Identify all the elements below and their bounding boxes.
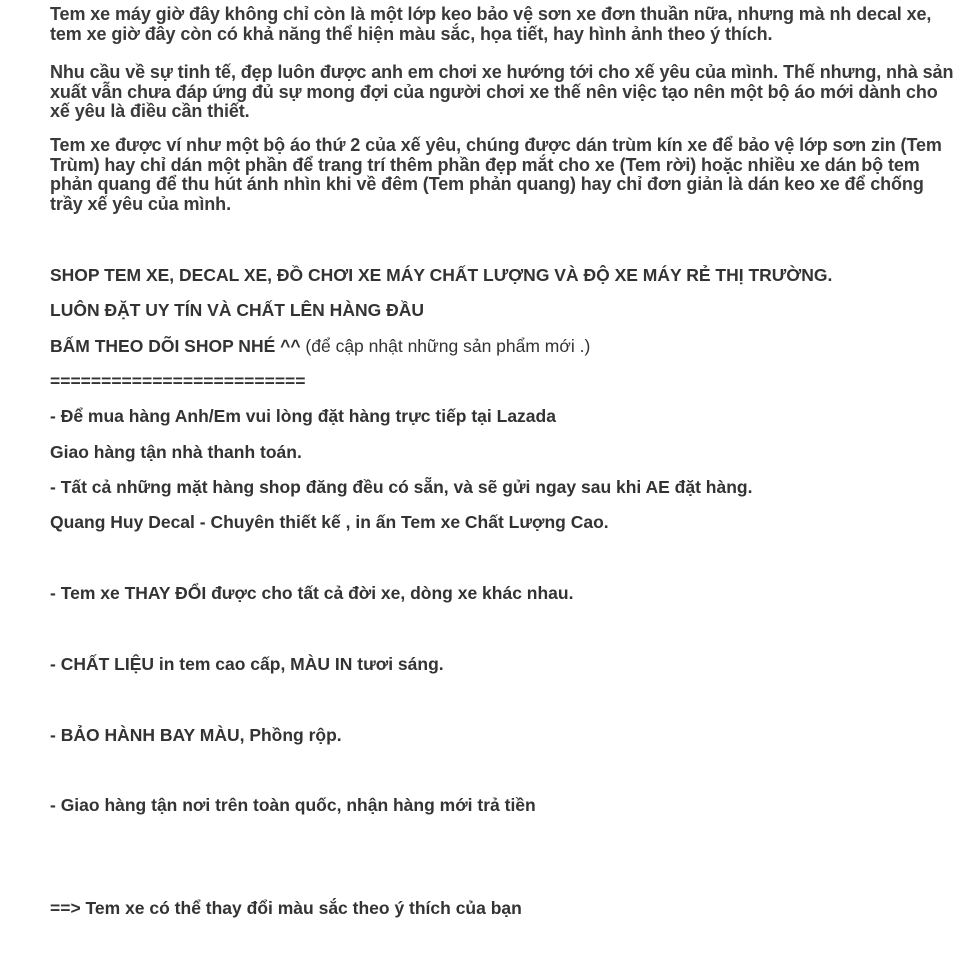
feature-item: - CHẤT LIỆU in tem cao cấp, MÀU IN tươi sáng. bbox=[50, 654, 444, 674]
shop-trust-line: LUÔN ĐẶT UY TÍN VÀ CHẤT LÊN HÀNG ĐẦU bbox=[50, 300, 424, 320]
divider-line: ========================= bbox=[50, 371, 306, 391]
feature-item: - Tem xe THAY ĐỔI được cho tất cả đời xe, dòng xe khác nhau. bbox=[50, 583, 574, 603]
follow-shop-note: (để cập nhật những sản phẩm mới .) bbox=[300, 336, 591, 356]
order-instruction: - Để mua hàng Anh/Em vui lòng đặt hàng trực tiếp tại Lazada bbox=[50, 406, 556, 426]
intro-paragraph: Tem xe được ví như một bộ áo thứ 2 của xế yêu, chúng được dán trùm kín xe để bảo vệ lớp sơn zin (Tem Trùm) hay chỉ dán một phần để trang trí thêm phần đẹp mắt cho xe (Tem rời) hoặc nhiều xe dán bộ tem phản quang để thu hút ánh nhìn khi về đêm (Tem phản quang) hay chỉ đơn giản là dán keo xe để chống trầy xế yêu của mình. bbox=[50, 135, 942, 214]
intro-paragraph: Nhu cầu về sự tinh tế, đẹp luôn được anh em chơi xe hướng tới cho xế yêu của mình. Thế nhưng, nhà sản xuất vẫn chưa đáp ứng đủ sự mong đợi của người chơi xe thế nên việc tạo nên một bộ áo mới dành cho xế yêu là điều cần thiết. bbox=[50, 62, 954, 121]
feature-item: - BẢO HÀNH BAY MÀU, Phồng rộp. bbox=[50, 725, 342, 745]
feature-item: - Giao hàng tận nơi trên toàn quốc, nhận hàng mới trả tiền bbox=[50, 795, 536, 815]
shop-headline: SHOP TEM XE, DECAL XE, ĐỒ CHƠI XE MÁY CHẤT LƯỢNG VÀ ĐỘ XE MÁY RẺ THỊ TRƯỜNG. bbox=[50, 265, 833, 285]
intro-paragraph: Tem xe máy giờ đây không chỉ còn là một lớp keo bảo vệ sơn xe đơn thuần nữa, nhưng mà nh decal xe, tem xe giờ đây còn có khả năng thể hiện màu sắc, họa tiết, hay hình ảnh theo ý thích. bbox=[50, 4, 932, 44]
follow-shop-line bbox=[50, 335, 590, 357]
stock-note: - Tất cả những mặt hàng shop đăng đều có sẵn, và sẽ gửi ngay sau khi AE đặt hàng. bbox=[50, 477, 753, 497]
follow-shop-text: BẤM THEO DÕI SHOP NHÉ ^^ bbox=[50, 336, 301, 356]
delivery-note: Giao hàng tận nhà thanh toán. bbox=[50, 442, 302, 462]
brand-line: Quang Huy Decal - Chuyên thiết kế , in ấn Tem xe Chất Lượng Cao. bbox=[50, 512, 609, 532]
closing-line: ==> Tem xe có thể thay đổi màu sắc theo ý thích của bạn bbox=[50, 898, 522, 918]
